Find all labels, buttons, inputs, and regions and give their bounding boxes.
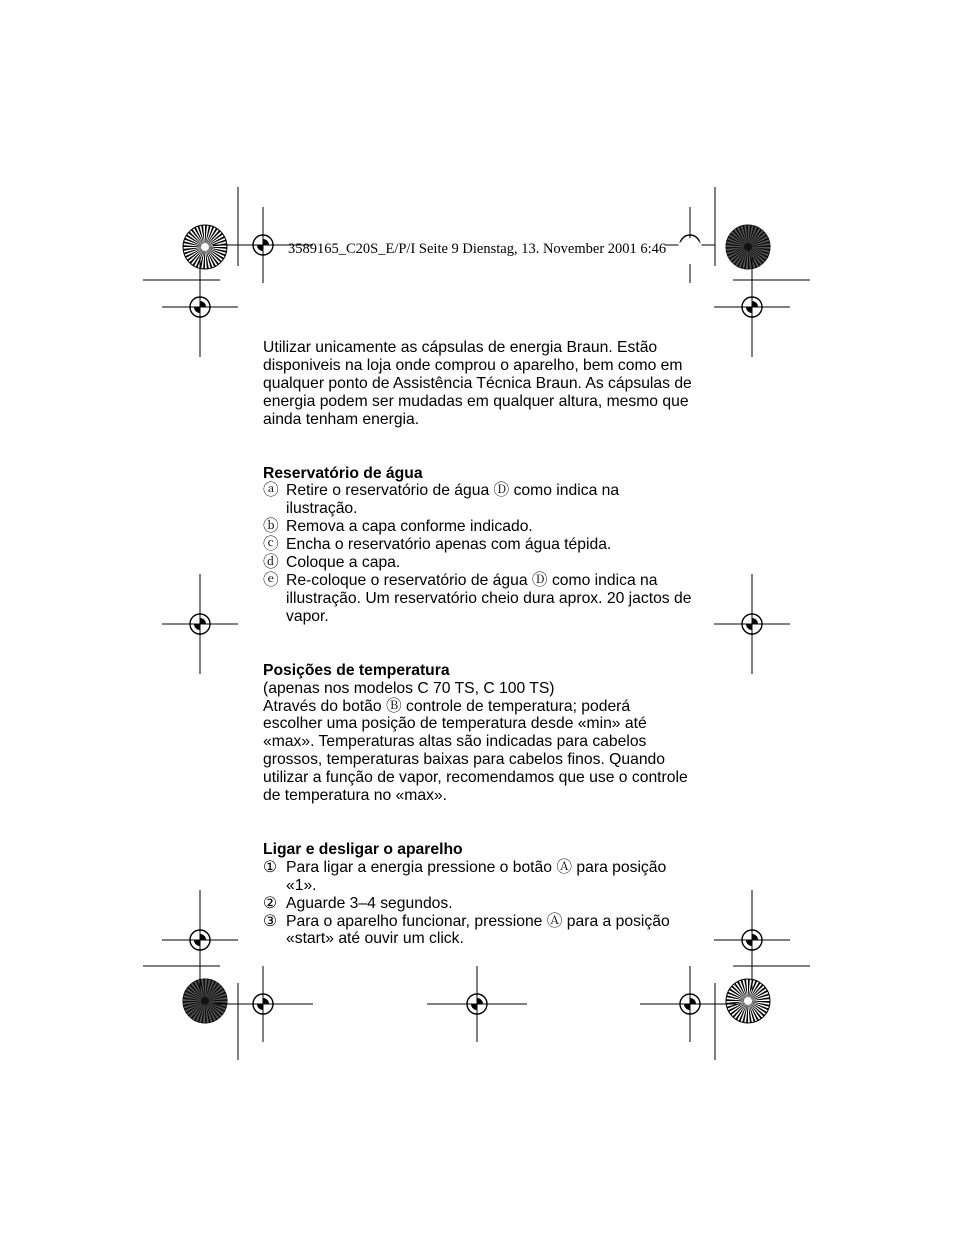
list-marker: ⓔ	[263, 571, 279, 589]
list-marker: ⓒ	[263, 536, 279, 554]
list-marker: ③	[263, 912, 278, 930]
list-text: Remova a capa conforme indicado.	[286, 518, 533, 536]
list-marker: ⓑ	[263, 518, 279, 536]
temperature-paragraph: Através do botão Ⓑ controle de temperatura; poderá escolher uma posição de temperatura desde «min» até «max». Temperaturas altas são indicadas para cabelos grossos, temperaturas baixas para cabelos finos. Quando utilizar a função de vapor, recomendamos que use o controle de temperatura no «max».	[263, 697, 688, 805]
list-marker: ⓓ	[263, 554, 279, 572]
list-item	[263, 913, 693, 949]
registration-target-fill	[746, 618, 758, 630]
list-text: Encha o reservatório apenas com água tépida.	[286, 536, 612, 554]
registration-target-fill	[746, 934, 758, 946]
registration-target-fill	[257, 239, 269, 251]
heading-temperature: Posições de temperatura	[263, 661, 450, 679]
list-item	[263, 518, 693, 536]
list-marker: ②	[263, 894, 278, 912]
registration-target-fill	[194, 301, 206, 313]
list-text: Coloque a capa.	[286, 554, 401, 572]
list-text: Para o aparelho funcionar, pressione Ⓐ para a posição «start» até ouvir um click.	[286, 912, 670, 948]
list-text: Aguarde 3–4 segundos.	[286, 894, 453, 912]
list-item	[263, 554, 693, 572]
heading-reservoir: Reservatório de água	[263, 464, 423, 482]
temperature-subheading: (apenas nos modelos C 70 TS, C 100 TS)	[263, 679, 555, 697]
registration-mark-overlap	[677, 238, 703, 264]
color-wheel-center	[744, 997, 752, 1005]
color-wheel-center	[201, 243, 209, 251]
color-wheel-center	[744, 243, 752, 251]
list-text: Retire o reservatório de água Ⓓ como indica na ilustração.	[286, 482, 620, 518]
registration-target-fill	[471, 998, 483, 1010]
heading-power: Ligar e desligar o aparelho	[263, 840, 463, 858]
registration-target-fill	[746, 301, 758, 313]
list-text: Re-coloque o reservatório de água Ⓓ como indica na illustração. Um reservatório cheio dura aprox. 20 jactos de vapor.	[286, 571, 692, 625]
registration-target-fill	[257, 998, 269, 1010]
list-item	[263, 572, 693, 626]
list-marker: ⓐ	[263, 482, 279, 500]
color-wheel-center	[201, 997, 209, 1005]
list-item	[263, 482, 693, 518]
list-item	[263, 536, 693, 554]
print-slug: 3589165_C20S_E/P/I Seite 9 Dienstag, 13. November 2001 6:46	[288, 241, 667, 257]
page-content	[263, 339, 693, 948]
list-marker: ①	[263, 858, 278, 876]
registration-target-fill	[684, 998, 696, 1010]
list-text: Para ligar a energia pressione o botão Ⓐ para posição «1».	[286, 858, 667, 894]
power-list	[263, 859, 693, 949]
list-item	[263, 859, 693, 895]
registration-target-fill	[194, 618, 206, 630]
registration-target-fill	[194, 934, 206, 946]
intro-paragraph: Utilizar unicamente as cápsulas de energia Braun. Estão disponiveis na loja onde comprou o aparelho, bem como em qualquer ponto de Assistência Técnica Braun. As cápsulas de energia podem ser mudadas em qualquer altura, mesmo que ainda tenham energia.	[263, 339, 692, 428]
reservoir-list	[263, 482, 693, 625]
list-item	[263, 895, 693, 913]
